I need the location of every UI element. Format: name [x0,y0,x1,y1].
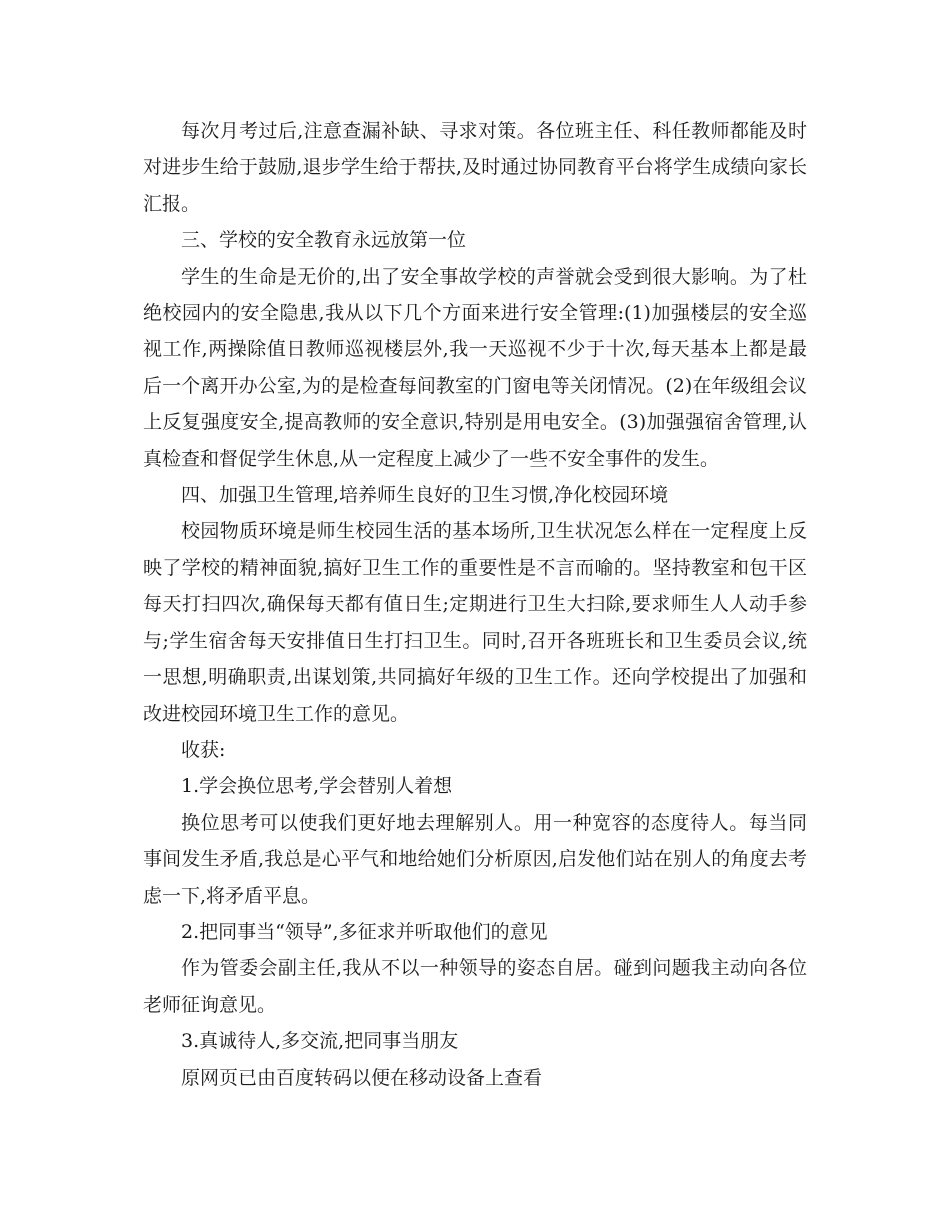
document-body [143,113,807,1096]
subheading-colleagues-as-leaders: 2.把同事当“领导”,多征求并听取他们的意见 [181,920,548,943]
paragraph-exam-followup: 每次月考过后,注意查漏补缺、寻求对策。各位班主任、科任教师都能及时对进步生给于鼓励,退步学生给于帮扶,及时通过协同教育平台将学生成绩向家长汇报。 [143,120,807,215]
paragraph-safety-management: 学生的生命是无价的,出了安全事故学校的声誉就会受到很大影响。为了杜绝校园内的安全隐患,我从以下几个方面来进行安全管理:(1)加强楼层的安全巡视工作,两操除值日教师巡视楼层外,我一天巡视不少于十次,每天基本上都是最后一个离开办公室,为的是检查每间教室的门窗电等关闭情况。(2)在年级组会议上反复强度安全,提高教师的安全意识,特别是用电安全。(3)加强强宿舍管理,认真检查和督促学生休息,从一定程度上减少了一些不安全事件的发生。 [143,265,807,470]
paragraph-perspective-taking: 换位思考可以使我们更好地去理解别人。用一种宽容的态度待人。每当同事间发生矛盾,我总是心平气和地给她们分析原因,启发他们站在别人的角度去考虑一下,将矛盾平息。 [143,811,807,907]
subheading-sincerity: 3.真诚待人,多交流,把同事当朋友 [181,1030,459,1053]
heading-gains: 收获: [181,738,226,761]
heading-safety-education: 三、学校的安全教育永远放第一位 [181,229,467,252]
paragraph-hygiene-work: 校园物质环境是师生校园生活的基本场所,卫生状况怎么样在一定程度上反映了学校的精神面貌,搞好卫生工作的重要性是不言而喻的。坚持教室和包干区每天打扫四次,确保每天都有值日生;定期进行卫生大扫除,要求师生人人动手参与;学生宿舍每天安排值日生打扫卫生。同时,召开各班班长和卫生委员会议,统一思想,明确职责,出谋划策,共同搞好年级的卫生工作。还向学校提出了加强和改进校园环境卫生工作的意见。 [143,520,807,725]
paragraph-transcode-note: 原网页已由百度转码以便在移动设备上查看 [181,1066,543,1089]
heading-hygiene-management: 四、加强卫生管理,培养师生良好的卫生习惯,净化校园环境 [181,484,669,507]
paragraph-colleagues-as-leaders: 作为管委会副主任,我从不以一种领导的姿态自居。碰到问题我主动向各位老师征询意见。 [143,957,807,1016]
subheading-perspective-taking: 1.学会换位思考,学会替别人着想 [181,775,453,798]
